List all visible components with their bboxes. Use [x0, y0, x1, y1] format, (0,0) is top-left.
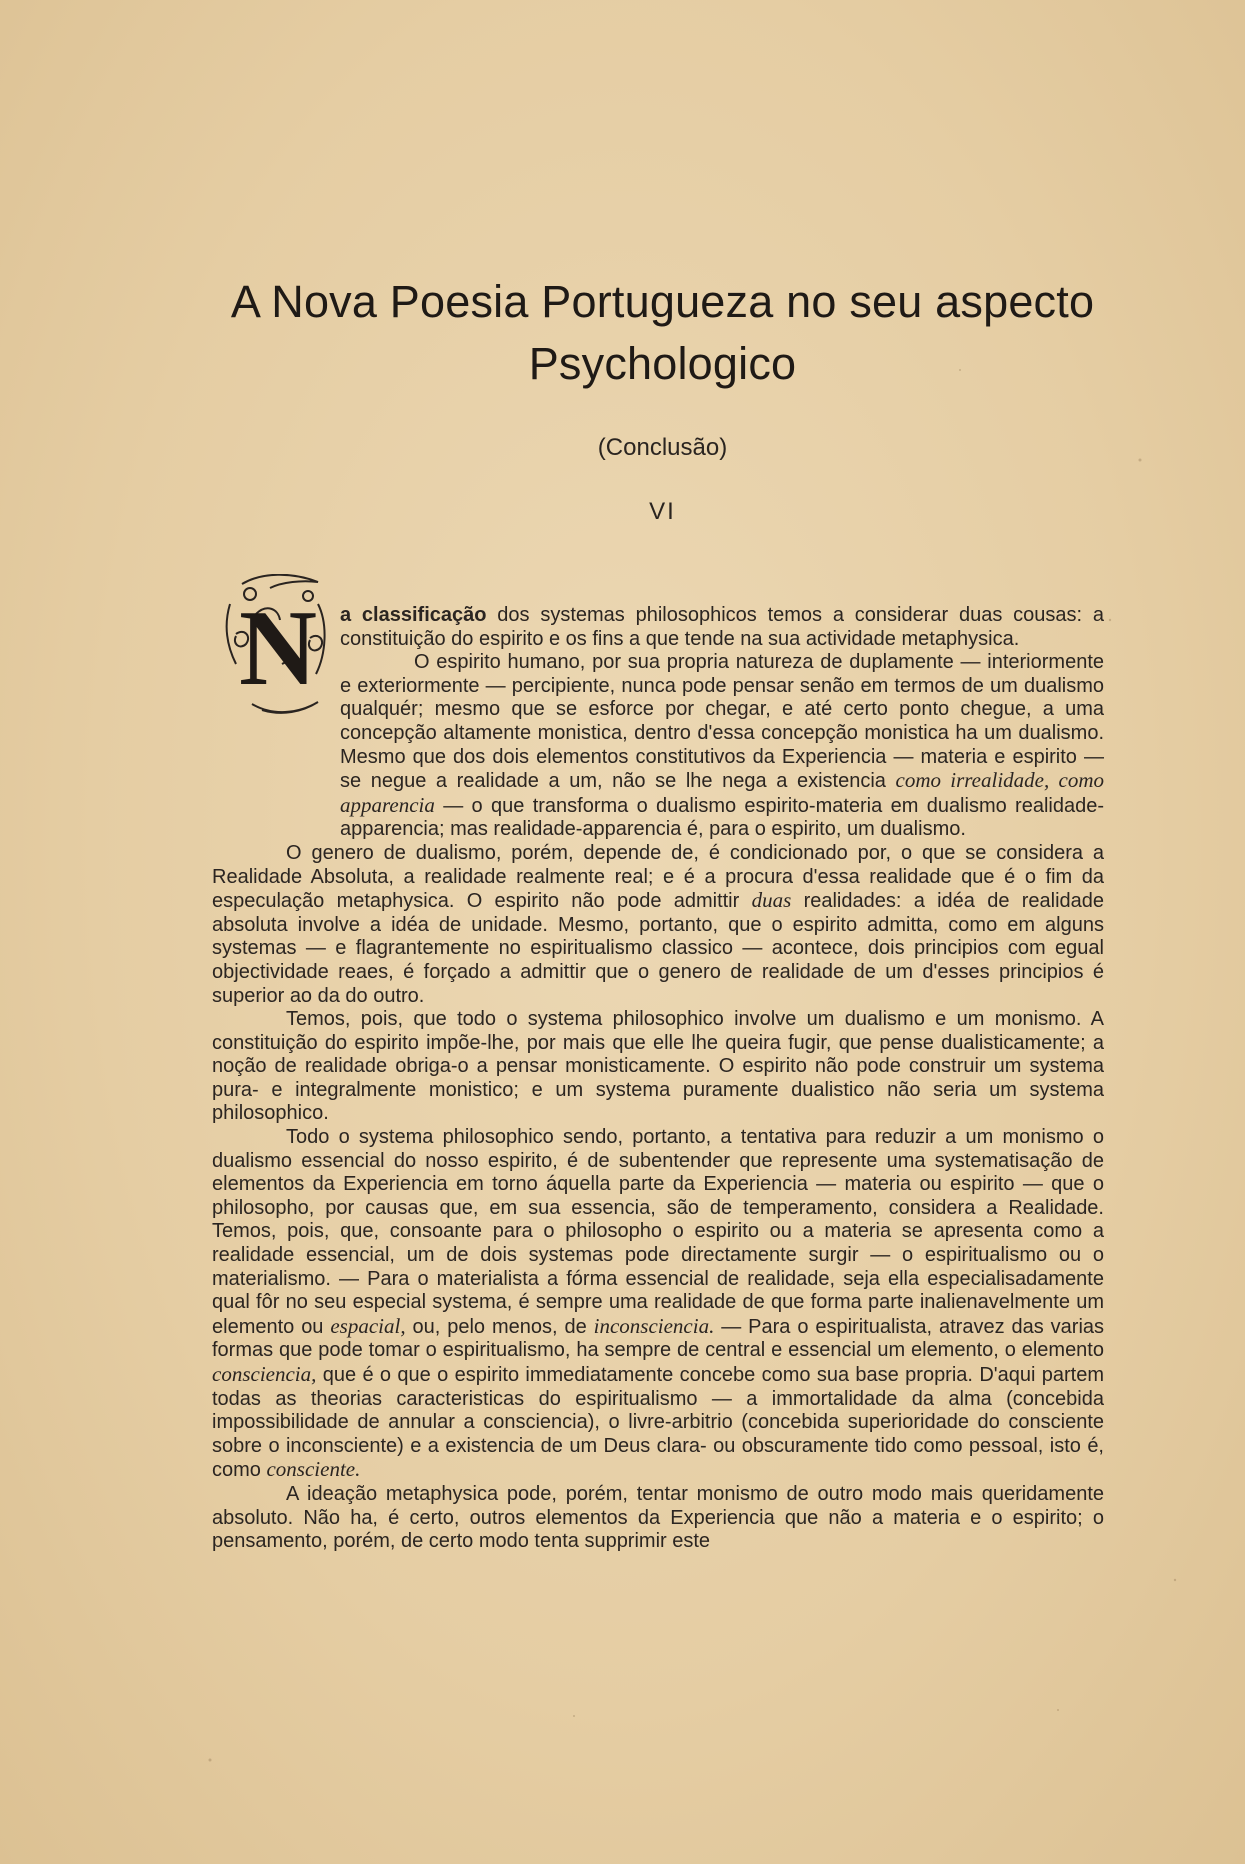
paragraph-1-lead: a classificação: [340, 604, 487, 626]
paragraph-5-emphasis-3: consciencia,: [212, 1362, 317, 1386]
title-line-1: A Nova Poesia Portugueza no seu aspecto: [230, 276, 1095, 327]
paragraph-5-text-a: Todo o systema philosophico sendo, portanto, a tentativa para reduzir a um monismo o dualismo essencial do nosso espirito, é de subentender que represente uma systematisação de elementos da Experiencia em torno áquella parte da Experiencia — materia ou espirito — que o philosopho, por causas que, em sua essencia, são de temperamento, considera a Realidade. Temos, pois, que, consoante para o philosopho o espirito ou a materia se apresenta como a realidade essencial, um de dois systemas pode directamente surgir — o espiritualismo ou o materialismo. — Para o materialista a fórma essencial de realidade, seja ella especialisadamente qual fôr no seu especial systema, é sempre uma realidade de que forma parte inalienavelmente um elemento ou: [212, 1126, 1104, 1338]
paragraph-1-text: dos systemas philosophicos temos a considerar duas cousas: a constituição do espirito e os fins a que tende na sua actividade metaphysica.: [340, 604, 1104, 650]
paragraph-5-text-b: ou, pelo menos, de: [412, 1315, 587, 1338]
paragraph-3-emphasis: duas: [751, 888, 792, 913]
paragraph-2: [212, 651, 1104, 842]
section-number: VI: [649, 498, 676, 525]
paragraph-5-emphasis-4: consciente.: [266, 1457, 361, 1482]
paragraph-3-text-b: realidades: a idéa de realidade absoluta involve a idéa de unidade. Mesmo, portanto, que o espirito admitta, como em alguns systemas — e flagrantemente no espiritualismo classico — acontece, dois principios com egual objectividade reaes, é forçado a admittir que o genero de realidade de um d'esses principios é superior ao da do outro.: [212, 890, 1105, 1007]
paragraph-1: [212, 604, 1104, 651]
paragraph-5-emphasis-2: inconsciencia.: [593, 1313, 715, 1338]
paragraph-5-emphasis-1: espacial,: [330, 1313, 406, 1338]
paragraph-5-text-c: — Para o espiritualista, atravez das varias formas que pode tomar o espiritualismo, ha sempre de central e essencial um elemento, o elemento: [212, 1315, 1105, 1362]
dropcap-letter: N: [239, 589, 317, 708]
paragraph-4: Temos, pois, que todo o systema philosophico involve um dualismo e um monismo. A constituição do espirito impõe-lhe, por mais que elle lhe queira fugir, que pense dualisticamente; a noção de realidade obriga-o a pensar monisticamente. O espirito não pode construir um systema pura- e integralmente monistico; e um systema puramente dualistico não seria um systema philosophico.: [212, 1008, 1104, 1125]
paragraph-3: [212, 842, 1104, 1008]
article-body: [212, 604, 1104, 1554]
paragraph-3-text-a: O genero de dualismo, porém, depende de, é condicionado por, o que se considera a Realidade Absoluta, a realidade realmente real; e é a procura d'essa realidade que é o fim da especulação metaphysica. O espirito não pode admittir: [212, 841, 1104, 913]
paragraph-2-emphasis: como irrealidade, como apparencia: [340, 768, 1105, 817]
paragraph-2-text-b: — o que transforma o dualismo espirito-materia em dualismo realidade-apparencia; mas realidade-apparencia é, para o espirito, um dualismo.: [340, 794, 1105, 841]
paragraph-6: A ideação metaphysica pode, porém, tentar monismo de outro modo mais queridamente absoluto. Não ha, é certo, outros elementos da Experiencia que não a materia e o espirito; o pensamento, porém, de certo modo tenta supprimir este: [212, 1482, 1104, 1553]
paragraph-5-text-d: que é o que o espirito immediatamente concebe como sua base propria. D'aqui partem todas as theorias caracteristicas do espiritualismo — a immortalidade da alma (concebida impossibilidade de annular a consciencia), o livre-arbitrio (concebida superioridade do consciente sobre o inconsciente) e a existencia de um Deus clara- ou obscuramente tido como pessoal, isto é, como: [212, 1364, 1104, 1482]
paragraph-2-text-a: O espirito humano, por sua propria natureza de duplamente — interiormente e exteriormente — percipiente, nunca pode pensar senão em termos de um dualismo qualquér; mesmo que se esforce por chegar, e até certo ponto chegue, a uma concepção altamente monistica, dentro d'essa concepção monistica ha um dualismo. Mesmo que dos dois elementos constitutivos da Experiencia — materia e espirito — se negue a realidade a um, não se lhe nega a existencia: [340, 651, 1104, 793]
subtitle: (Conclusão): [597, 434, 728, 461]
title-line-2: Psychologico: [528, 338, 797, 389]
paragraph-5: [212, 1126, 1104, 1483]
